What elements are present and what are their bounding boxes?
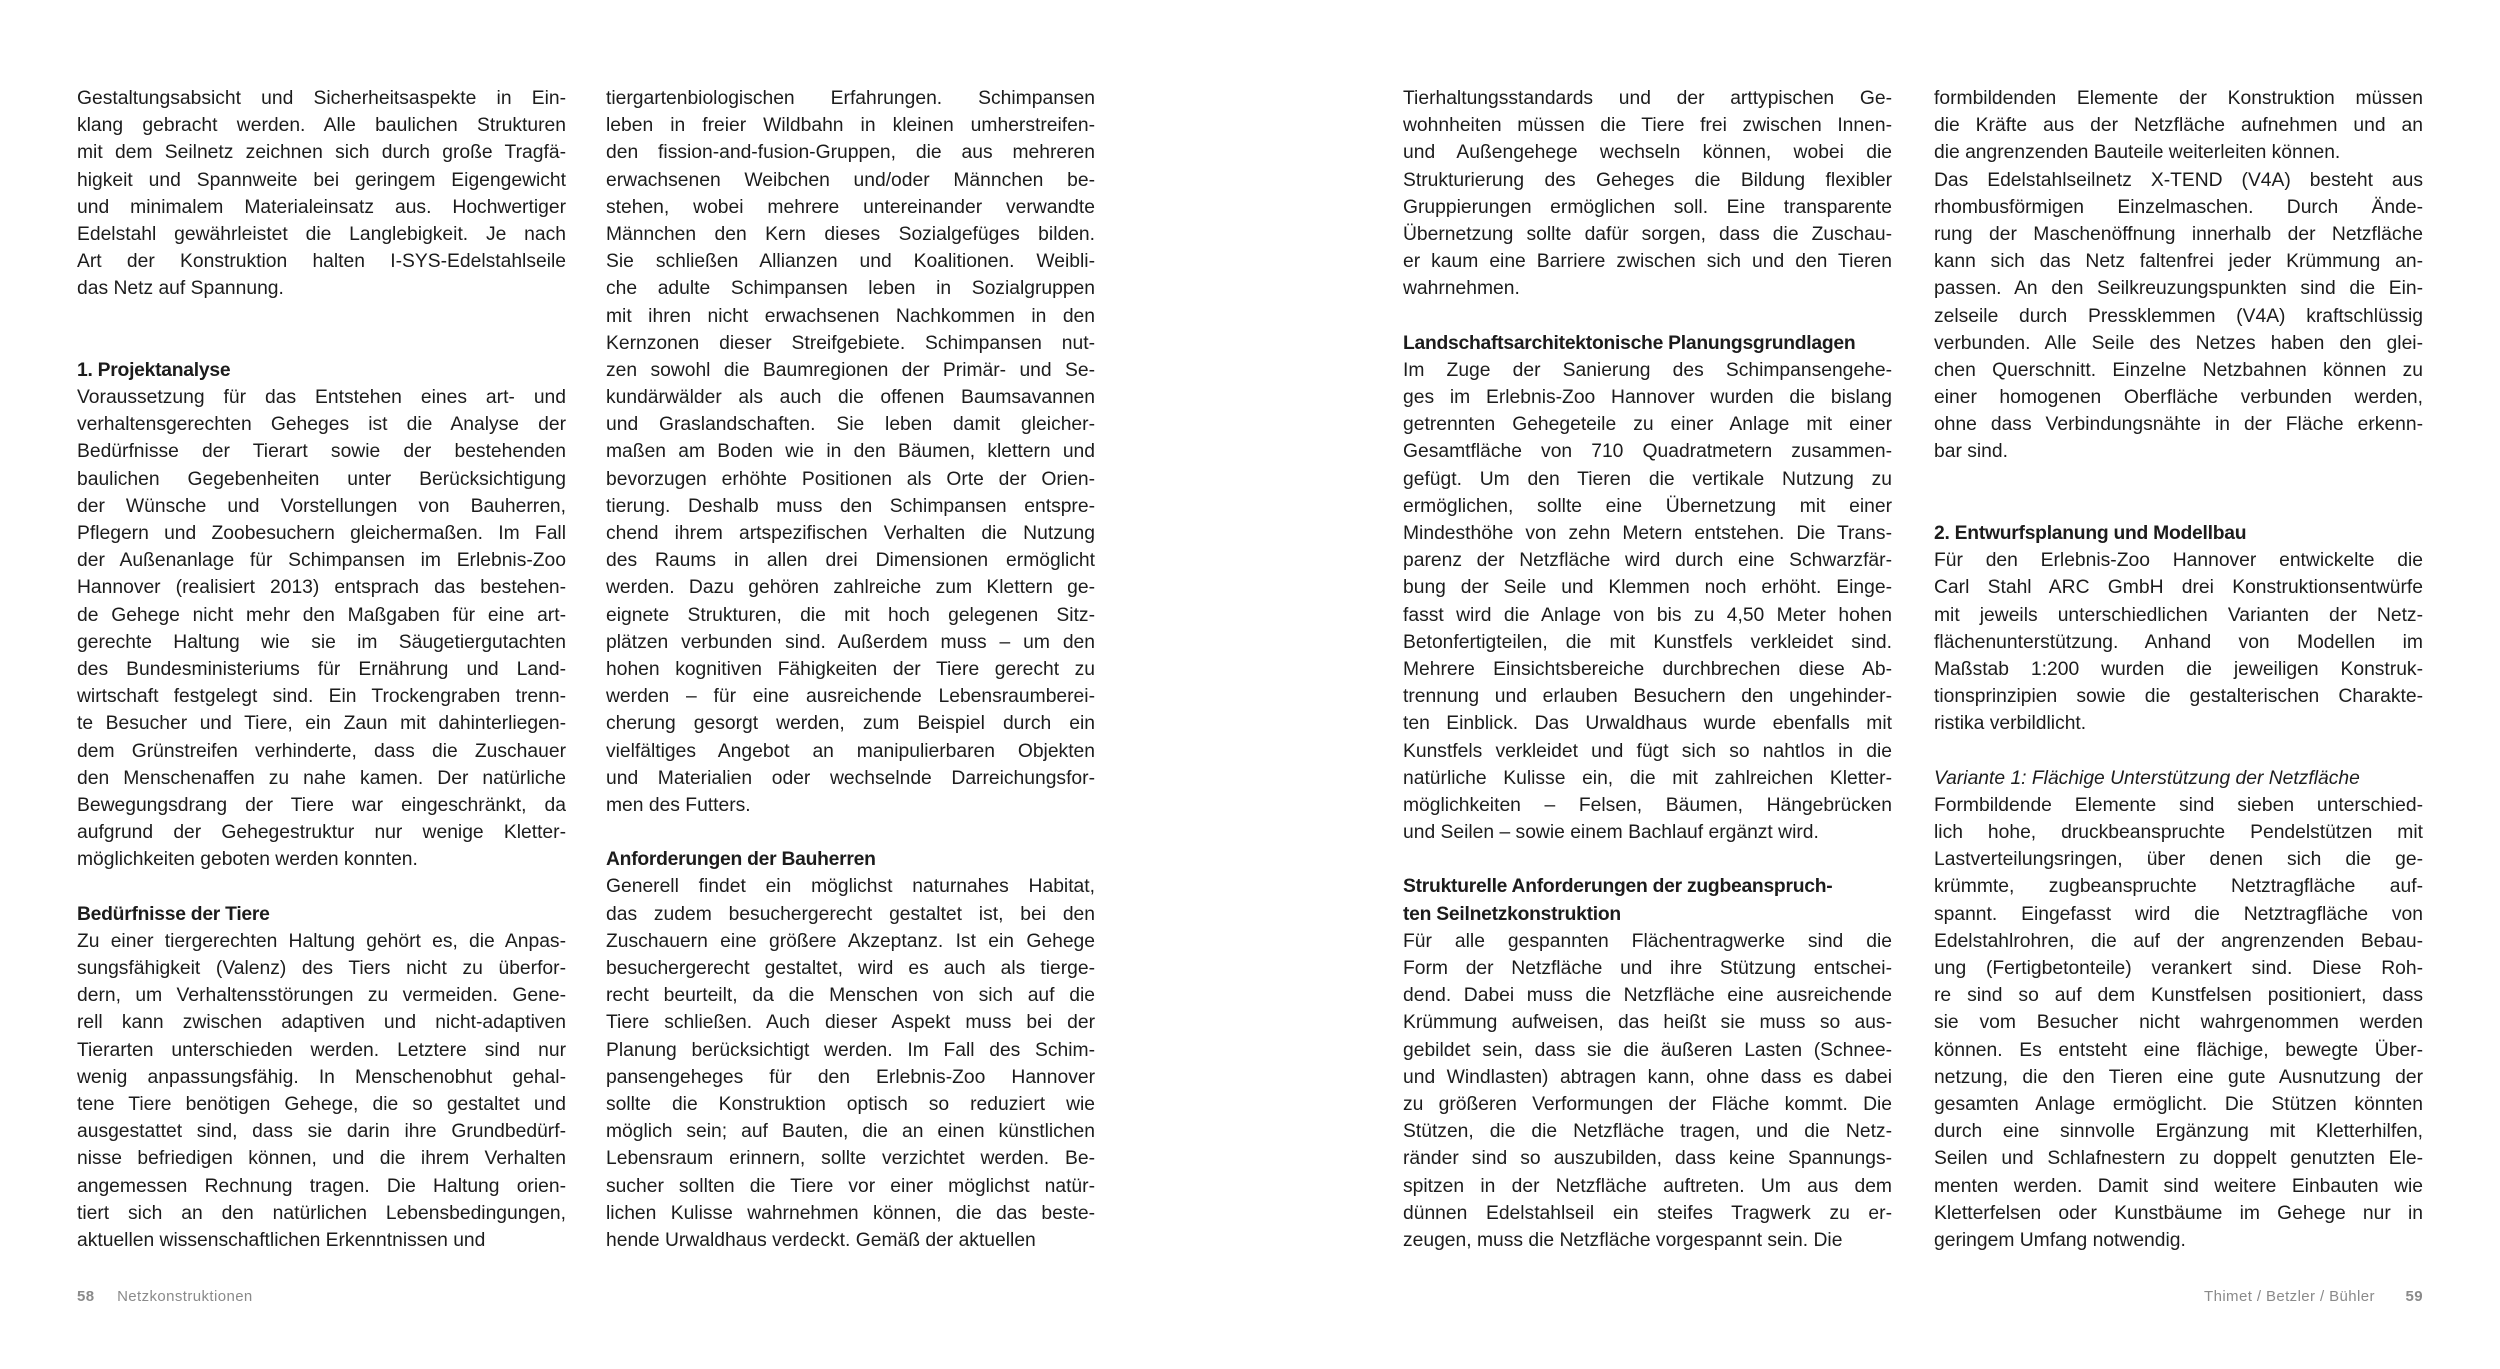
text-line: aufgrund der Gehegestruktur nur wenige Kletter- xyxy=(77,822,566,844)
text-line: Für den Erlebnis-Zoo Hannover entwickelte die xyxy=(1934,550,2423,572)
text-line: möglich sein; auf Bauten, die an einen künstlichen xyxy=(606,1121,1095,1143)
paragraph-spacer xyxy=(1403,303,1892,330)
paragraph-spacer xyxy=(1934,493,2423,520)
text-line: er kaum eine Barriere zwischen sich und den Tieren xyxy=(1403,251,1892,273)
text-line: Gesamtfläche von 710 Quadratmetern zusammen- xyxy=(1403,441,1892,463)
text-line: gefügt. Um den Tieren die vertikale Nutzung zu xyxy=(1403,468,1892,490)
text-line: netzung, die den Tieren eine gute Ausnutzung der xyxy=(1934,1066,2423,1088)
text-line: passen. An den Seilkreuzungspunkten sind die Ein- xyxy=(1934,278,2423,300)
text-line: ten Seilnetzkonstruktion xyxy=(1403,903,1621,925)
section-heading xyxy=(606,846,1095,873)
text-line: rell kann zwischen adaptiven und nicht-adaptiven xyxy=(77,1012,566,1034)
paragraph-spacer xyxy=(606,819,1095,846)
text-line: Bedürfnisse der Tiere xyxy=(77,903,270,925)
text-line: klang gebracht werden. Alle baulichen Strukturen xyxy=(77,115,566,137)
text-line: tionsprinzipien sowie die gestalterischen Charakte- xyxy=(1934,686,2423,708)
text-line: wahrnehmen. xyxy=(1403,278,1520,300)
text-line: und Außengehege wechseln können, wobei die xyxy=(1403,142,1892,164)
text-line: zeugen, muss die Netzfläche vorgespannt sein. Die xyxy=(1403,1229,1843,1251)
section-heading xyxy=(1403,330,1892,357)
text-line: den fission-and-fusion-Gruppen, die aus mehreren xyxy=(606,142,1095,164)
text-line: kann sich das Netz faltenfrei jeder Krümmung an- xyxy=(1934,251,2423,273)
text-line: können. Es entsteht eine flächige, bewegte Über- xyxy=(1934,1039,2423,1061)
text-line: te Besucher und Tiere, ein Zaun mit dahinterliegen- xyxy=(77,713,566,735)
text-line: Anforderungen der Bauherren xyxy=(606,849,876,871)
paragraph xyxy=(606,873,1095,1254)
text-line: Im Zuge der Sanierung des Schimpansengehe- xyxy=(1403,359,1892,381)
paragraph xyxy=(77,384,566,873)
right-page-column-1 xyxy=(1403,85,1892,1254)
text-line: Übernetzung sollte dafür sorgen, dass die Zuschau- xyxy=(1403,223,1892,245)
text-line: ten Einblick. Das Urwaldhaus wurde ebenfalls mit xyxy=(1403,713,1892,735)
text-line: leben in freier Wildbahn in kleinen umherstreifen- xyxy=(606,115,1095,137)
text-line: men des Futters. xyxy=(606,794,751,816)
text-line: stehen, wobei mehrere untereinander verwandte xyxy=(606,196,1095,218)
text-line: dünnen Edelstahlseil ein steifes Tragwerk zu er- xyxy=(1403,1202,1892,1224)
text-line: das Netz auf Spannung. xyxy=(77,278,284,300)
text-line: ermöglichen, sollte eine Übernetzung mit einer xyxy=(1403,495,1892,517)
text-line: Das Edelstahlseilnetz X-TEND (V4A) besteht aus xyxy=(1934,169,2423,191)
text-line: Mehrere Einsichtsbereiche durchbrechen diese Ab- xyxy=(1403,658,1892,680)
text-line: verhaltensgerechten Geheges ist die Analyse der xyxy=(77,414,566,436)
text-line: baulichen Gegebenheiten unter Berücksichtigung xyxy=(77,468,566,490)
text-line: Zu einer tiergerechten Haltung gehört es, die Anpas- xyxy=(77,930,566,952)
text-line: sie vom Besucher nicht wahrgenommen werden xyxy=(1934,1012,2423,1034)
text-line: wirtschaft festgelegt sind. Ein Trockengraben trenn- xyxy=(77,686,566,708)
text-line: lich hohe, druckbeanspruchte Pendelstützen mit xyxy=(1934,822,2423,844)
text-line: angemessen Rechnung tragen. Die Haltung orien- xyxy=(77,1175,566,1197)
text-line: des Bundesministeriums für Ernährung und Land- xyxy=(77,658,566,680)
text-line: dern, um Verhaltensstörungen zu vermeiden. Gene- xyxy=(77,985,566,1007)
paragraph-spacer xyxy=(1403,846,1892,873)
text-line: hende Urwaldhaus verdeckt. Gemäß der aktuellen xyxy=(606,1229,1036,1251)
text-line: 2. Entwurfsplanung und Modellbau xyxy=(1934,523,2247,544)
text-line: das zudem besuchergerecht gestaltet ist, bei den xyxy=(606,903,1095,925)
text-line: Mindesthöhe von zehn Metern entstehen. Die Trans- xyxy=(1403,523,1892,544)
text-line: die Kräfte aus der Netzfläche aufnehmen und an xyxy=(1934,115,2423,137)
paragraph-spacer xyxy=(77,303,566,330)
text-line: Variante 1: Flächige Unterstützung der Netzfläche xyxy=(1934,767,2360,789)
text-line: Zuschauern eine größere Akzeptanz. Ist ein Gehege xyxy=(606,930,1095,952)
text-line: Tierarten unterschieden werden. Letztere sind nur xyxy=(77,1039,566,1061)
section-heading xyxy=(77,357,566,384)
text-line: Strukturelle Anforderungen der zugbeanspruch- xyxy=(1403,876,1833,898)
paragraph xyxy=(1403,928,1892,1254)
text-line: Für alle gespannten Flächentragwerke sind die xyxy=(1403,930,1892,952)
text-line: hohen kognitiven Fähigkeiten der Tiere gerecht zu xyxy=(606,658,1095,680)
text-line: cherung gesorgt werden, zum Beispiel durch ein xyxy=(606,713,1095,735)
text-line: menten werden. Damit sind weitere Einbauten wie xyxy=(1934,1175,2423,1197)
text-line: Stützen, die die Netzfläche tragen, und die Netz- xyxy=(1403,1121,1892,1143)
paragraph xyxy=(606,85,1095,819)
text-line: natürliche Kulisse ein, die mit zahlreichen Kletter- xyxy=(1403,767,1892,789)
text-line: Bewegungsdrang der Tiere war eingeschränkt, da xyxy=(77,794,566,816)
text-line: Betonfertigteilen, die mit Kunstfels verkleidet sind. xyxy=(1403,631,1892,653)
text-line: Kernzonen dieser Streifgebiete. Schimpansen nut- xyxy=(606,332,1095,354)
text-line: vielfältiges Angebot an manipulierbaren Objekten xyxy=(606,740,1095,762)
text-line: chend ihrem artspezifischen Verhalten die Nutzung xyxy=(606,523,1095,544)
text-line: der Wünsche und Vorstellungen von Bauherren, xyxy=(77,495,566,517)
text-line: parenz der Netzfläche wird durch eine Schwarzfär- xyxy=(1403,550,1892,572)
text-line: ränder sind so auszubilden, dass keine Spannungs- xyxy=(1403,1148,1892,1170)
text-line: Kunstfels verkleidet und fügt sich so nahtlos in die xyxy=(1403,740,1892,762)
text-line: formbildenden Elemente der Konstruktion müssen xyxy=(1934,88,2423,109)
text-line: gerechte Haltung wie sie im Säugetiergutachten xyxy=(77,631,566,653)
text-line: und minimalem Materialeinsatz aus. Hochwertiger xyxy=(77,196,566,218)
text-line: tierung. Deshalb muss den Schimpansen entspre- xyxy=(606,495,1095,517)
text-line: werden – für eine ausreichende Lebensraumberei- xyxy=(606,686,1095,708)
text-line: einer homogenen Oberfläche verbunden werden, xyxy=(1934,387,2423,409)
text-line: ges im Erlebnis-Zoo Hannover wurden die bislang xyxy=(1403,387,1892,409)
text-line: rung der Maschenöffnung innerhalb der Netzfläche xyxy=(1934,223,2423,245)
text-line: Pflegern und Zoobesuchern gleichermaßen. Im Fall xyxy=(77,523,566,544)
text-line: Art der Konstruktion halten I-SYS-Edelstahlseile xyxy=(77,251,566,273)
text-line: Tierhaltungsstandards und der arttypischen Ge- xyxy=(1403,88,1892,109)
text-line: flächenunterstützung. Anhand von Modellen im xyxy=(1934,631,2423,653)
text-line: Lastverteilungsringen, über denen sich die ge- xyxy=(1934,849,2423,871)
paragraph xyxy=(1403,85,1892,303)
text-line: Bedürfnisse der Tierart sowie der bestehenden xyxy=(77,441,566,463)
text-line: zen sowohl die Baumregionen der Primär- und Se- xyxy=(606,359,1095,381)
text-line: bung der Seile und Klemmen noch erhöht. Einge- xyxy=(1403,577,1892,599)
text-line: zu größeren Verformungen der Fläche kommt. Die xyxy=(1403,1093,1892,1115)
text-line: sucher sollten die Tiere vor einer möglichst natür- xyxy=(606,1175,1095,1197)
text-line: und Windlasten) abtragen kann, ohne dass es dabei xyxy=(1403,1066,1892,1088)
text-line: Carl Stahl ARC GmbH drei Konstruktionsentwürfe xyxy=(1934,577,2423,599)
paragraph xyxy=(1934,167,2423,466)
text-line: trennung und erlauben Besuchern den ungehinder- xyxy=(1403,686,1892,708)
running-title-right: Thimet / Betzler / Bühler xyxy=(2204,1288,2375,1305)
text-line: plätzen verbunden sind. Außerdem muss – um den xyxy=(606,631,1095,653)
section-heading xyxy=(77,901,566,928)
text-line: spannt. Eingefasst wird die Netztragfläche von xyxy=(1934,903,2423,925)
page-number-right: 59 xyxy=(2405,1288,2423,1305)
text-line: maßen am Boden wie in den Bäumen, klettern und xyxy=(606,441,1095,463)
left-page-footer xyxy=(77,1288,253,1305)
paragraph xyxy=(1934,547,2423,737)
right-page-column-2 xyxy=(1934,85,2423,1254)
text-line: Strukturierung des Geheges die Bildung flexibler xyxy=(1403,169,1892,191)
text-line: chen Querschnitt. Einzelne Netzbahnen können zu xyxy=(1934,359,2423,381)
paragraph xyxy=(1934,85,2423,167)
text-line: möglichkeiten – Felsen, Bäumen, Hängebrücken xyxy=(1403,794,1892,816)
left-page-column-2 xyxy=(606,85,1095,1254)
running-title-left: Netzkonstruktionen xyxy=(117,1288,253,1305)
text-line: tene Tiere benötigen Gehege, die so gestaltet und xyxy=(77,1093,566,1115)
text-line: Voraussetzung für das Entstehen eines art- und xyxy=(77,387,566,409)
text-line: Tiere schließen. Auch dieser Aspekt muss bei der xyxy=(606,1012,1095,1034)
section-heading xyxy=(1934,520,2423,547)
text-line: werden. Dazu gehören zahlreiche zum Klettern ge- xyxy=(606,577,1095,599)
text-line: ohne dass Verbindungsnähte in der Fläche erkenn- xyxy=(1934,414,2423,436)
text-line: Gruppierungen ermöglichen soll. Eine transparente xyxy=(1403,196,1892,218)
text-line: eignete Strukturen, die mit hoch gelegenen Sitz- xyxy=(606,604,1095,626)
text-line: Edelstahl gewährleistet die Langlebigkeit. Je nach xyxy=(77,223,566,245)
text-line: Kletterfelsen oder Kunstbäume im Gehege nur in xyxy=(1934,1202,2423,1224)
text-line: bevorzugen erhöhte Positionen als Orte der Orien- xyxy=(606,468,1095,490)
text-line: dem Grünstreifen verhinderte, dass die Zuschauer xyxy=(77,740,566,762)
text-line: wohnheiten müssen die Tiere frei zwischen Innen- xyxy=(1403,115,1892,137)
text-line: Hannover (realisiert 2013) entsprach das bestehen- xyxy=(77,577,566,599)
text-line: higkeit und Spannweite bei geringem Eigengewicht xyxy=(77,169,566,191)
text-line: den Menschenaffen zu nahe kamen. Der natürliche xyxy=(77,767,566,789)
text-line: Seilen und Schlafnestern zu doppelt genutzten Ele- xyxy=(1934,1148,2423,1170)
text-line: Generell findet ein möglichst naturnahes Habitat, xyxy=(606,876,1095,898)
text-line: zelseile durch Pressklemmen (V4A) kraftschlüssig xyxy=(1934,305,2423,327)
text-line: ung (Fertigbetonteile) verankert sind. Diese Roh- xyxy=(1934,958,2423,979)
text-line: gesamten Anlage ermöglicht. Die Stützen könnten xyxy=(1934,1093,2423,1115)
text-line: geringem Umfang notwendig. xyxy=(1934,1229,2186,1251)
paragraph xyxy=(77,85,566,303)
text-line: und Graslandschaften. Sie leben damit gleicher- xyxy=(606,414,1095,436)
text-line: re sind so auf dem Kunstfelsen positioniert, dass xyxy=(1934,985,2423,1007)
paragraph-spacer xyxy=(1934,738,2423,765)
text-line: ausgestattet sind, dass sie darin ihre Grundbedürf- xyxy=(77,1121,566,1143)
text-line: des Raums in allen drei Dimensionen ermöglicht xyxy=(606,550,1095,572)
paragraph-spacer xyxy=(77,873,566,900)
text-line: die angrenzenden Bauteile weiterleiten können. xyxy=(1934,142,2341,164)
paragraph xyxy=(1403,357,1892,846)
text-line: fasst wird die Anlage von bis zu 4,50 Meter hohen xyxy=(1403,604,1892,626)
paragraph-spacer xyxy=(77,330,566,357)
text-line: und Seilen – sowie einem Bachlauf ergänzt wird. xyxy=(1403,822,1819,844)
text-line: rhombusförmigen Einzelmaschen. Durch Ände- xyxy=(1934,196,2423,218)
text-line: 1. Projektanalyse xyxy=(77,359,231,381)
text-line: dend. Dabei muss die Netzfläche eine ausreichende xyxy=(1403,985,1892,1007)
text-line: Formbildende Elemente sind sieben unterschied- xyxy=(1934,794,2423,816)
text-line: erwachsenen Weibchen und/oder Männchen be- xyxy=(606,169,1095,191)
text-line: möglichkeiten geboten werden konnten. xyxy=(77,849,418,871)
text-line: getrennten Gehegeteile zu einer Anlage mit einer xyxy=(1403,414,1892,436)
section-heading xyxy=(1403,873,1892,927)
text-line: der Außenanlage für Schimpansen im Erlebnis-Zoo xyxy=(77,550,566,572)
text-line: Landschaftsarchitektonische Planungsgrundlagen xyxy=(1403,332,1856,354)
text-line: nisse befriedigen können, und die ihrem Verhalten xyxy=(77,1148,566,1170)
text-line: ristika verbildlicht. xyxy=(1934,713,2087,735)
text-line: de Gehege nicht mehr den Maßgaben für eine art- xyxy=(77,604,566,626)
text-line: besuchergerecht gestaltet, wird es auch als tierge- xyxy=(606,958,1095,979)
text-line: sollte die Konstruktion optisch so reduziert wie xyxy=(606,1093,1095,1115)
text-line: verbunden. Alle Seile des Netzes haben den glei- xyxy=(1934,332,2423,354)
text-line: recht beurteilt, da die Menschen von sich auf die xyxy=(606,985,1095,1007)
text-line: mit ihren nicht erwachsenen Nachkommen in den xyxy=(606,305,1095,327)
text-line: durch eine sinnvolle Ergänzung mit Kletterhilfen, xyxy=(1934,1121,2423,1143)
text-line: tiergartenbiologischen Erfahrungen. Schimpansen xyxy=(606,88,1095,109)
paragraph xyxy=(1934,792,2423,1254)
text-line: Planung berücksichtigt werden. Im Fall des Schim- xyxy=(606,1039,1095,1061)
text-line: mit jeweils unterschiedlichen Varianten der Netz- xyxy=(1934,604,2423,626)
paragraph xyxy=(77,928,566,1254)
text-line: Maßstab 1:200 wurden die jeweiligen Konstruk- xyxy=(1934,658,2423,680)
text-line: sungsfähigkeit (Valenz) des Tiers nicht zu überfor- xyxy=(77,958,566,979)
text-line: mit dem Seilnetz zeichnen sich durch große Tragfä- xyxy=(77,142,566,164)
left-page-column-1 xyxy=(77,85,566,1254)
text-line: lichen Kulisse wahrnehmen können, die das beste- xyxy=(606,1202,1095,1224)
text-line: Männchen den Kern dieses Sozialgefüges bilden. xyxy=(606,223,1095,245)
text-line: aktuellen wissenschaftlichen Erkenntnissen und xyxy=(77,1229,486,1251)
right-page-footer xyxy=(2204,1288,2423,1305)
text-line: pansengeheges für den Erlebnis-Zoo Hannover xyxy=(606,1066,1095,1088)
subsection-heading xyxy=(1934,765,2423,792)
text-line: und Materialien oder wechselnde Darreichungsfor- xyxy=(606,767,1095,789)
text-line: Krümmung aufweisen, das heißt sie muss so aus- xyxy=(1403,1012,1892,1034)
text-line: Gestaltungsabsicht und Sicherheitsaspekte in Ein- xyxy=(77,88,566,109)
text-line: spitzen in der Netzfläche auftreten. Um aus dem xyxy=(1403,1175,1892,1197)
text-line: Edelstahlrohren, die auf der angrenzenden Bebau- xyxy=(1934,930,2423,952)
text-line: Sie schließen Allianzen und Koalitionen. Weibli- xyxy=(606,251,1095,273)
text-line: Lebensraum erinnern, sollte verzichtet werden. Be- xyxy=(606,1148,1095,1170)
page-number-left: 58 xyxy=(77,1288,95,1305)
text-line: che adulte Schimpansen leben in Sozialgruppen xyxy=(606,278,1095,300)
text-line: Form der Netzfläche und ihre Stützung entschei- xyxy=(1403,958,1892,979)
text-line: wenig anpassungsfähig. In Menschenobhut gehal- xyxy=(77,1066,566,1088)
paragraph-spacer xyxy=(1934,466,2423,493)
text-line: kundärwälder als auch die offenen Baumsavannen xyxy=(606,387,1095,409)
text-line: gebildet sein, dass sie die äußeren Lasten (Schnee- xyxy=(1403,1039,1892,1061)
text-line: tiert sich an den natürlichen Lebensbedingungen, xyxy=(77,1202,566,1224)
text-line: bar sind. xyxy=(1934,441,2008,463)
text-line: krümmte, zugbeanspruchte Netztragfläche auf- xyxy=(1934,876,2423,898)
